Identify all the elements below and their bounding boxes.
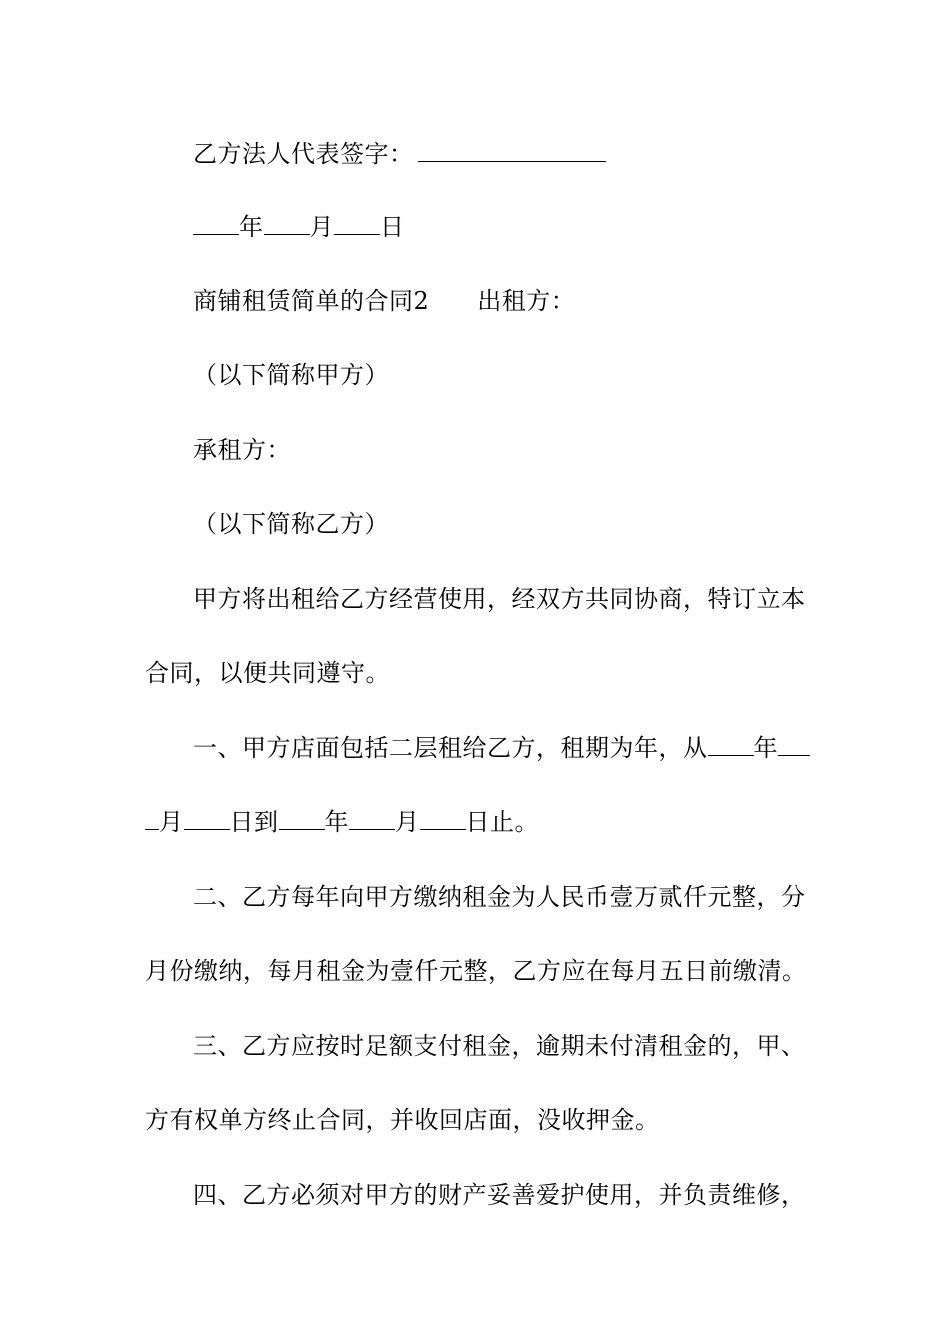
clause-1-year1: 年	[753, 734, 778, 762]
clause-1-day-end: 日止。	[465, 808, 539, 836]
date-year: 年	[239, 213, 264, 241]
clause-1-line-2	[145, 807, 810, 837]
date-day: 日	[380, 213, 405, 241]
date-month: 月	[309, 213, 334, 241]
lessor-note: （以下简称甲方）	[193, 361, 389, 389]
clause-1-prefix: 一、甲方店面包括二层租给乙方，租期为年，从	[193, 734, 708, 762]
signature-blank	[418, 139, 606, 162]
clause-2-line-2: 月份缴纳，每月租金为壹仟元整，乙方应在每月五日前缴清。	[145, 957, 807, 985]
clause-1-day-to: 日到	[229, 808, 279, 836]
lessee-label: 承租方：	[193, 436, 291, 464]
contract-heading	[193, 286, 810, 316]
clause-3-line-1: 三、乙方应按时足额支付租金，逾期未付清租金的，甲、	[193, 1032, 806, 1060]
lessee-note: （以下简称乙方）	[193, 510, 389, 538]
contract-title: 商铺租赁简单的合同2	[193, 287, 430, 315]
lessor-label: 出租方：	[477, 287, 576, 315]
lease-end-year-blank	[279, 807, 325, 830]
lease-start-day-blank	[184, 807, 230, 830]
intro-line-2: 合同，以便共同遵守。	[145, 659, 390, 687]
clause-1-year2: 年	[324, 808, 349, 836]
clause-1-line-1	[193, 733, 810, 763]
lease-end-day-blank	[420, 807, 466, 830]
lease-start-year-blank	[708, 733, 754, 756]
clause-1-month1: 月	[159, 808, 184, 836]
lease-end-month-blank	[349, 807, 395, 830]
month-blank	[264, 212, 310, 235]
intro-line-1: 甲方将出租给乙方经营使用，经双方共同协商，特订立本	[193, 585, 806, 613]
signature-line	[193, 139, 810, 169]
clause-1-month2: 月	[395, 808, 420, 836]
lease-start-month-blank-b	[145, 807, 159, 830]
clause-3-line-2: 方有权单方终止合同，并收回店面，没收押金。	[145, 1106, 660, 1134]
day-blank	[334, 212, 380, 235]
signature-label: 乙方法人代表签字：	[193, 140, 414, 168]
clause-2-line-1: 二、乙方每年向甲方缴纳租金为人民币壹万贰仟元整，分	[193, 883, 806, 911]
year-blank	[193, 212, 239, 235]
clause-4-line-1: 四、乙方必须对甲方的财产妥善爱护使用，并负责维修，	[193, 1181, 806, 1209]
lease-start-month-blank-a	[778, 733, 810, 756]
date-line	[193, 212, 810, 242]
